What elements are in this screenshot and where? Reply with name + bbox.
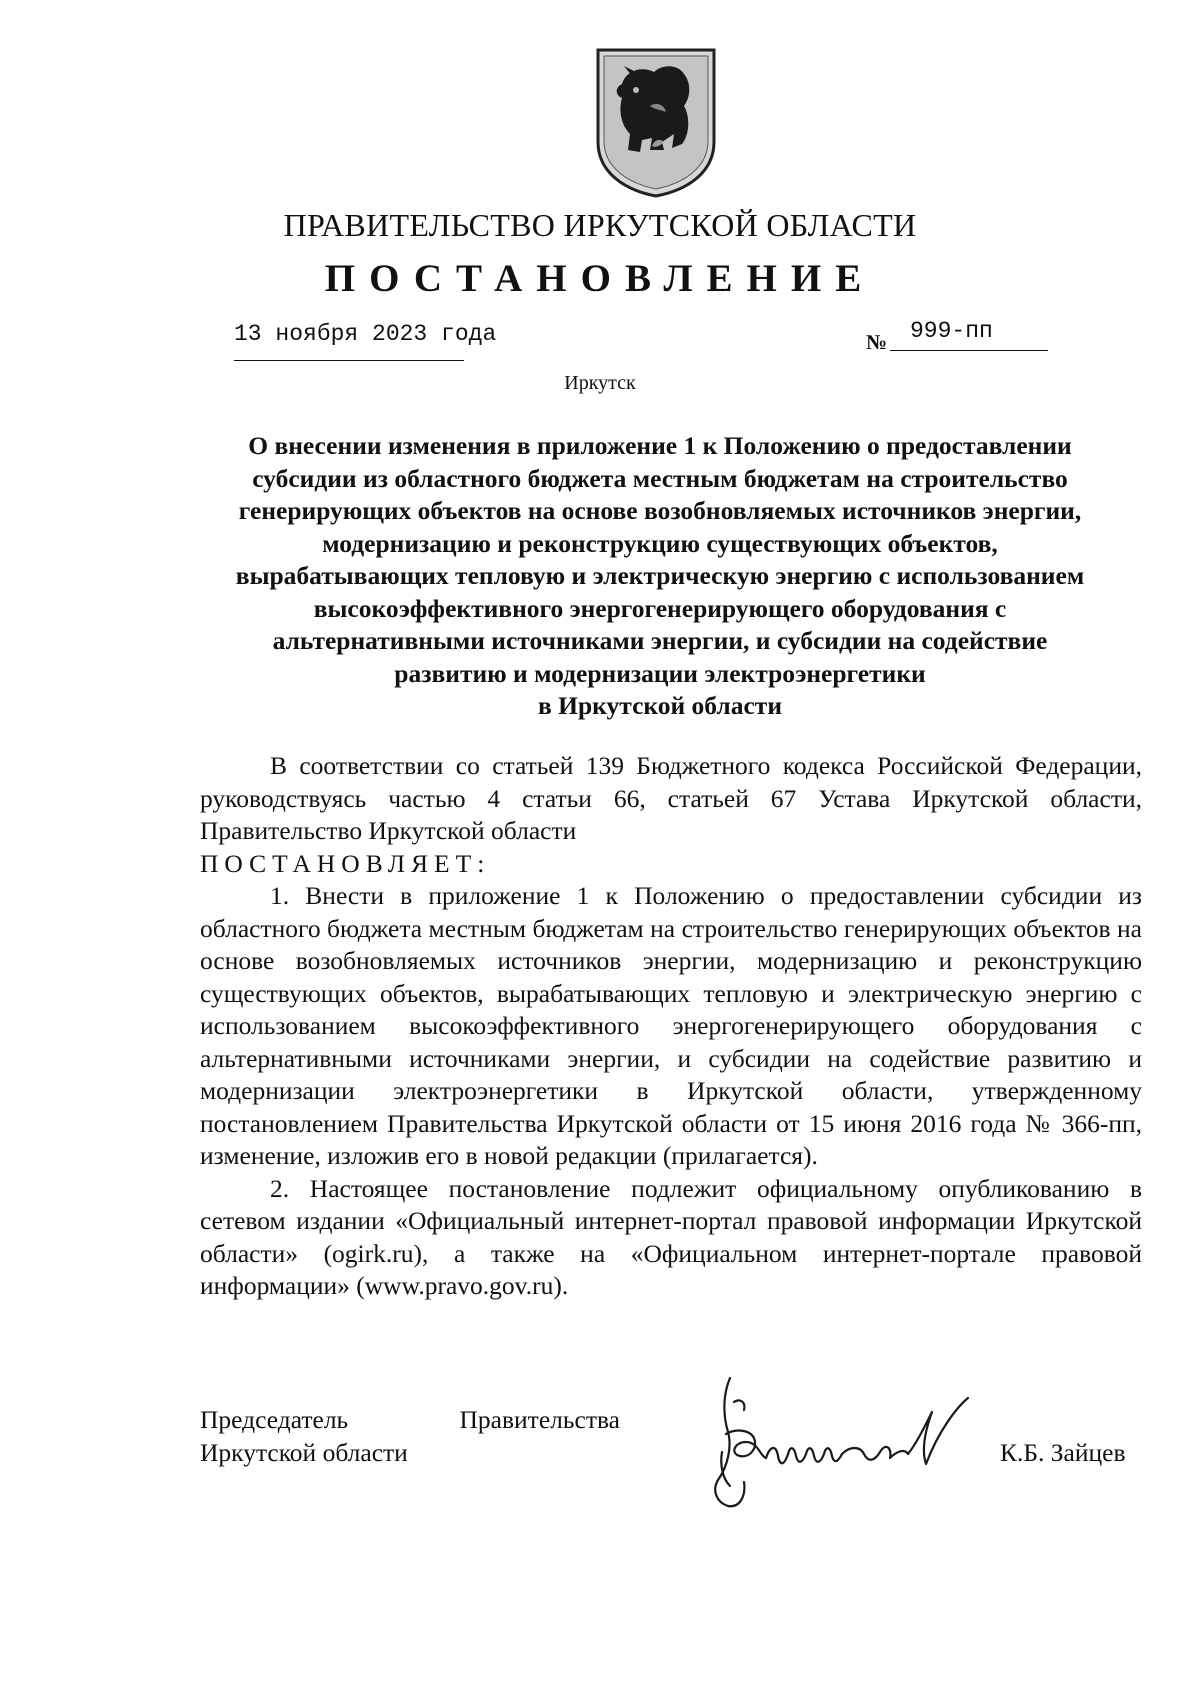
signatory-title-word: Правительства	[459, 1405, 620, 1434]
signatory-title-line: Иркутской области	[200, 1437, 408, 1467]
subject-line: альтернативными источниками энергии, и субсидии на содействие	[272, 626, 1048, 655]
document-date: 13 ноября 2023 года	[234, 321, 497, 347]
item-1-paragraph: 1. Внести в приложение 1 к Положению о предоставлении субсидии из областного бюджета местным бюджетам на строительство генерирующих объектов на основе возобновляемых источников энергии, модернизацию и реконструкцию существующих объектов, вырабатывающих тепловую и электрическую энергию с использованием высокоэффективного энергогенерирующего оборудования с альтернативными источниками энергии, и субсидии на содействие развитию и модернизации электроэнергетики в Иркутской области, утвержденному постановлением Правительства Иркутской области от 15 июня 2016 года № 366-пп, изменение, изложив его в новой редакции (прилагается).	[200, 881, 1142, 1170]
government-name: ПРАВИТЕЛЬСТВО ИРКУТСКОЙ ОБЛАСТИ	[283, 207, 917, 243]
resolves-heading: ПОСТАНОВЛЯЕТ:	[200, 848, 491, 878]
document-date-field	[234, 318, 497, 361]
handwritten-signature-icon	[710, 1372, 980, 1532]
document-subject	[180, 430, 1140, 723]
subject-line: вырабатывающих тепловую и электрическую энергию с использованием	[235, 561, 1085, 590]
subject-line: субсидии из областного бюджета местным бюджетам на строительство	[252, 463, 1068, 493]
city-name: Иркутск	[564, 372, 636, 394]
number-sign: №	[866, 330, 888, 354]
subject-line: О внесении изменения в приложение 1 к Положению о предоставлении	[248, 431, 1072, 460]
document-body	[200, 750, 1142, 1303]
signatory-title-word: Председатель	[200, 1405, 349, 1434]
subject-line: генерирующих объектов на основе возобновляемых источников энергии,	[238, 496, 1082, 525]
document-number-field	[890, 318, 1048, 351]
signatory-title	[200, 1404, 620, 1469]
document-number: 999-пп	[910, 318, 993, 344]
signatory-name: К.Б. Зайцев	[1000, 1438, 1126, 1467]
irkutsk-coat-of-arms-icon	[592, 46, 720, 198]
item-2-paragraph: 2. Настоящее постановление подлежит официальному опубликованию в сетевом издании «Официальный интернет-портал правовой информации Иркутской области» (ogirk.ru), а также на «Официальном интернет-портале правовой информации» (www.pravo.gov.ru).	[200, 1173, 1142, 1300]
subject-line: модернизацию и реконструкцию существующих объектов,	[322, 528, 998, 558]
subject-line: в Иркутской области	[537, 691, 783, 720]
preamble-paragraph: В соответствии со статьей 139 Бюджетного кодекса Российской Федерации, руководствуясь частью 4 статьи 66, статьей 67 Устава Иркутской области, Правительство Иркутской области	[200, 751, 1142, 845]
subject-line: высокоэффективного энергогенерирующего оборудования с	[313, 593, 1007, 623]
document-type-title: ПОСТАНОВЛЕНИЕ	[324, 257, 876, 300]
subject-line: развитию и модернизации электроэнергетики	[394, 658, 926, 688]
